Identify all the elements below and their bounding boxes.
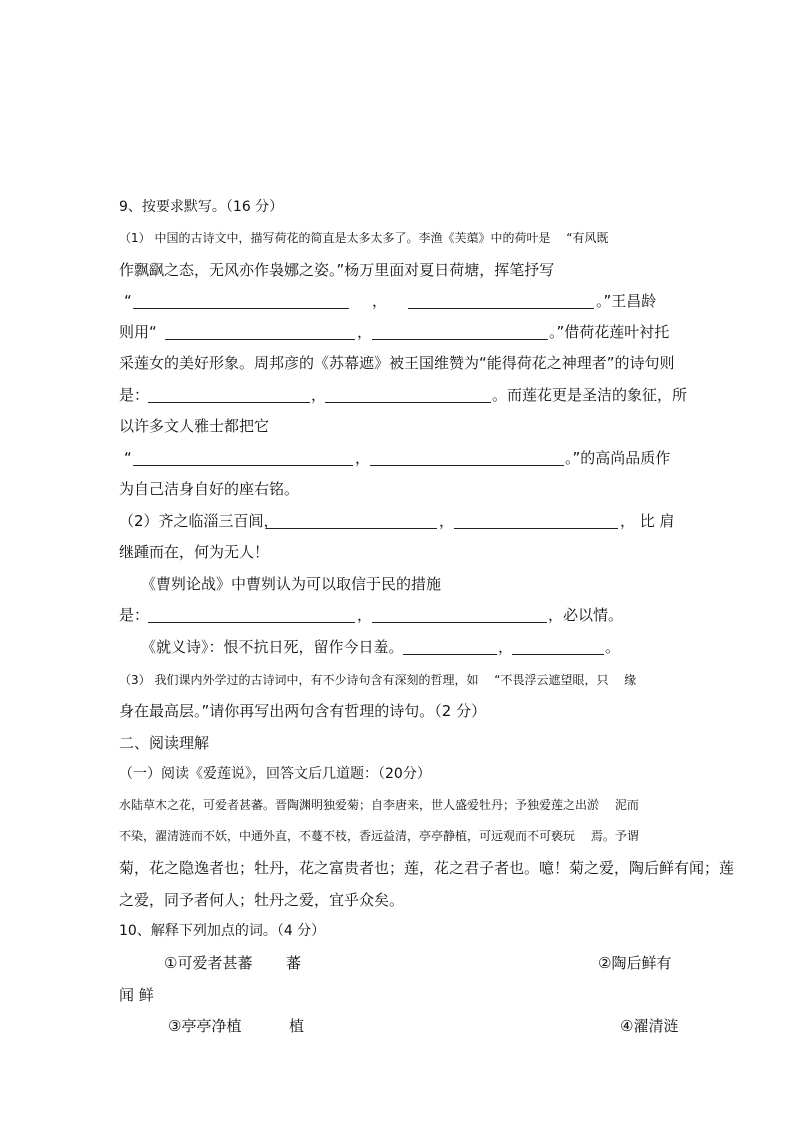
q9-part3-line2: 身在最高层。”请你再写出两句含有哲理的诗句。（2 分） bbox=[119, 702, 487, 720]
answer-blank[interactable] bbox=[372, 339, 548, 340]
q10-item-3-word: 植 bbox=[289, 1017, 305, 1035]
line-start-text: 是： bbox=[119, 386, 150, 404]
q10-item-1-word: 蕃 bbox=[286, 954, 302, 972]
answer-blank[interactable] bbox=[408, 308, 594, 309]
comma: ， bbox=[355, 449, 371, 467]
line-end-text: ， 比 肩 bbox=[620, 512, 675, 530]
q10-item-2-cont: 闻 鲜 bbox=[119, 986, 154, 1004]
comma: ， bbox=[372, 292, 388, 310]
line-end-text: 。 bbox=[605, 638, 621, 656]
q9-part3-line1: （3） 我们课内外学过的古诗词中，有不少诗句含有深刻的哲理，如 “不畏浮云遮望眼，只 缘 bbox=[119, 673, 637, 687]
comma: ， bbox=[357, 323, 373, 341]
question-10-title: 10、解释下列加点的词。（4 分） bbox=[119, 923, 326, 939]
q9-part1-line7: 以许多文人雅士都把它 bbox=[119, 417, 270, 435]
q10-item-4: ④濯清涟 bbox=[620, 1017, 679, 1035]
line-start-text: 则用“ bbox=[119, 323, 157, 341]
answer-blank[interactable] bbox=[133, 465, 353, 466]
answer-blank[interactable] bbox=[512, 654, 604, 655]
passage-line: 菊，花之隐逸者也；牡丹，花之富贵者也；莲，花之君子者也。噫！菊之爱，陶后鲜有闻；莲 bbox=[119, 859, 735, 877]
answer-blank[interactable] bbox=[165, 339, 355, 340]
section-2-title: 二、阅读理解 bbox=[119, 734, 210, 752]
q9-part2-line3: 《曹刿论战》中曹刿认为可以取信于民的措施 bbox=[141, 575, 442, 593]
line-start-text: 《就义诗》：恨不抗日死，留作今日羞。 bbox=[141, 638, 404, 656]
q10-item-3: ③亭亭净植 bbox=[168, 1017, 242, 1035]
answer-blank[interactable] bbox=[372, 622, 547, 623]
comma: ， bbox=[357, 606, 373, 624]
quote-open: “ bbox=[124, 449, 132, 467]
answer-blank[interactable] bbox=[370, 465, 564, 466]
q9-part1-line5: 采莲女的美好形象。周邦彦的《苏幕遮》被王国维赞为“能得荷花之神理者”的诗句则 bbox=[119, 354, 675, 372]
q9-part1-line2: 作飘飖之态，无风亦作袅娜之姿。”杨万里面对夏日荷塘，挥笔抒写 bbox=[119, 261, 555, 279]
q10-item-2: ②陶后鲜有 bbox=[598, 954, 672, 972]
answer-blank[interactable] bbox=[454, 528, 618, 529]
reading-1-title: （一）阅读《爱莲说》，回答文后几道题：（20分） bbox=[119, 766, 431, 782]
line-end-text: 。”的高尚品质作 bbox=[565, 449, 671, 467]
answer-blank[interactable] bbox=[133, 308, 349, 309]
line-start-text: 是： bbox=[119, 606, 150, 624]
answer-blank[interactable] bbox=[325, 402, 491, 403]
line-start-text: （2）齐之临淄三百闾， bbox=[119, 512, 279, 530]
answer-blank[interactable] bbox=[148, 402, 310, 403]
answer-blank[interactable] bbox=[148, 622, 355, 623]
q10-item-1: ①可爱者甚蕃 bbox=[164, 954, 253, 972]
line-end-text: 。而莲花更是圣洁的象征，所 bbox=[492, 386, 688, 404]
passage-line: 不染，濯清涟而不妖，中通外直，不蔓不枝，香远益清，亭亭静植，可远观而不可亵玩 焉。予谓 bbox=[119, 829, 639, 843]
answer-blank[interactable] bbox=[403, 654, 497, 655]
q9-part2-line2: 继踵而在，何为无人！ bbox=[119, 543, 270, 561]
comma: ， bbox=[439, 512, 455, 530]
answer-blank[interactable] bbox=[266, 528, 437, 529]
line-end-text: 。”王昌龄 bbox=[596, 292, 657, 310]
line-end-text: ，必以情。 bbox=[548, 606, 624, 624]
comma: ， bbox=[498, 638, 514, 656]
q9-part1-line1: （1） 中国的古诗文中，描写荷花的简直是太多太多了。李渔《芙蕖》中的荷叶是 “有风既 bbox=[119, 231, 609, 245]
comma: ， bbox=[311, 386, 327, 404]
q9-part1-line9: 为自己洁身自好的座右铭。 bbox=[119, 480, 300, 498]
passage-line: 之爱，同予者何人；牡丹之爱，宜乎众矣。 bbox=[119, 891, 405, 909]
line-end-text: 。”借荷花莲叶衬托 bbox=[549, 323, 670, 341]
quote-open: “ bbox=[124, 292, 132, 310]
passage-line: 水陆草木之花，可爱者甚蕃。晋陶渊明独爱菊；自李唐来，世人盛爱牡丹；予独爱莲之出淤 泥而 bbox=[119, 798, 639, 812]
question-9-title: 9、按要求默写。（16 分） bbox=[119, 199, 284, 215]
